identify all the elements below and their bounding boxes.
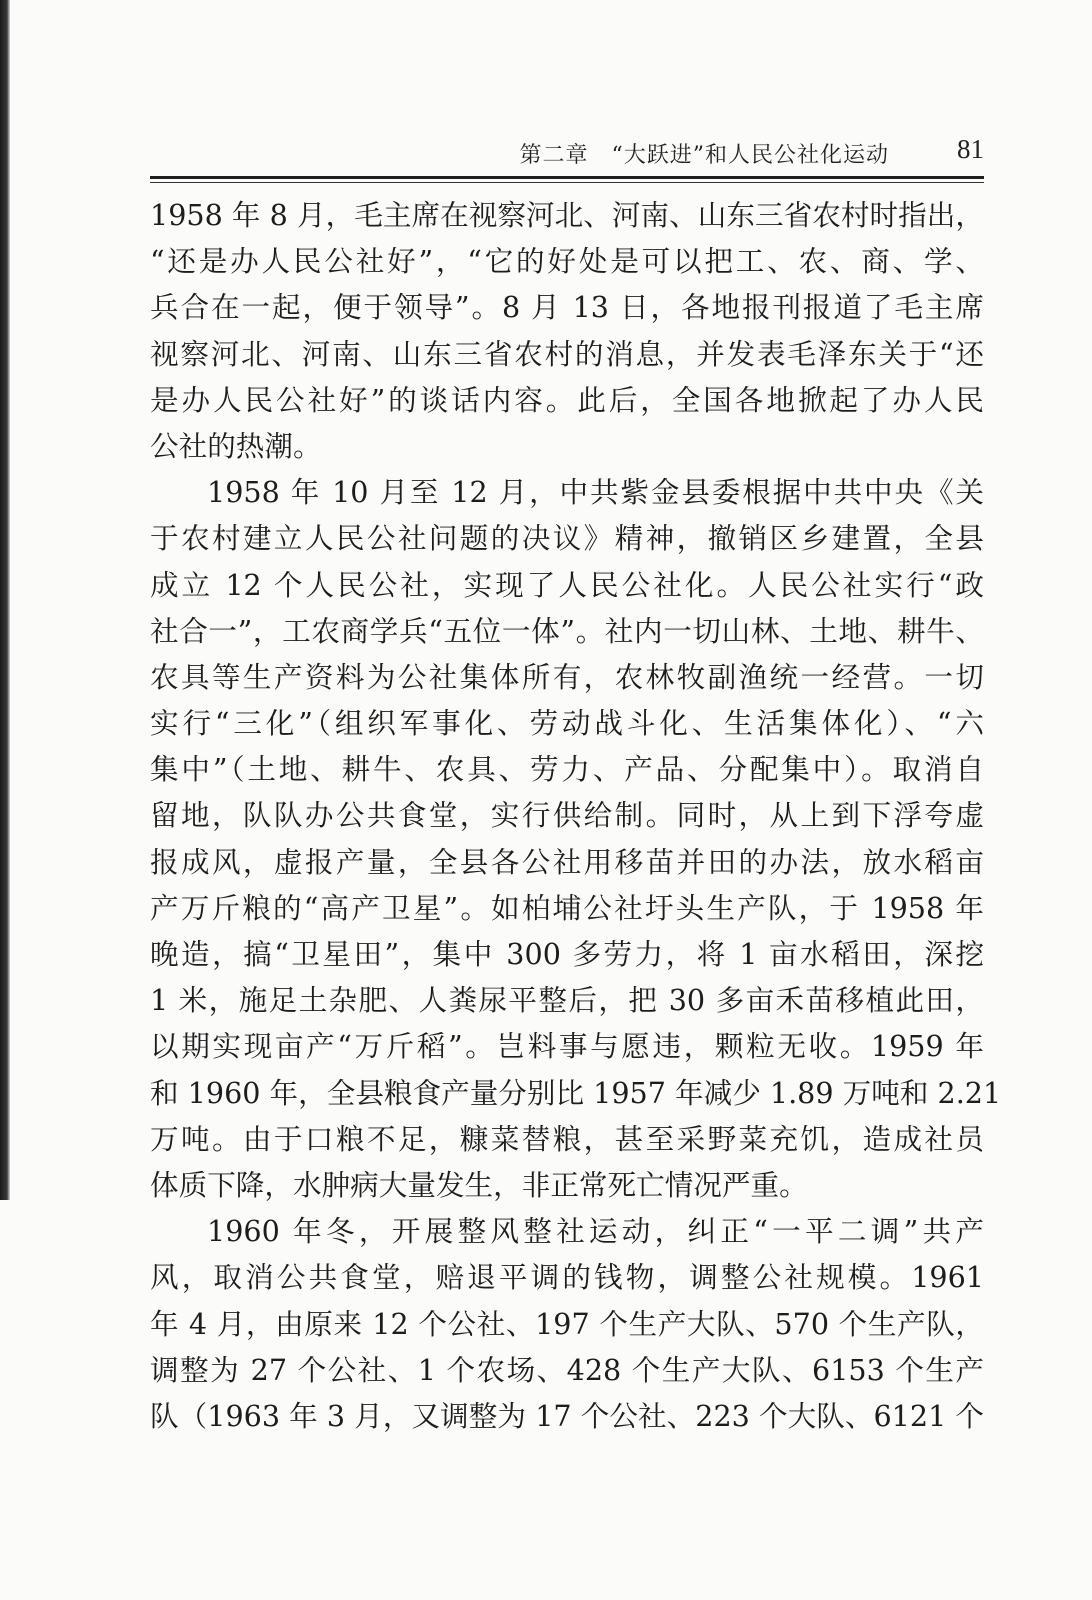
text-line: 农具等生产资料为公社集体所有，农林牧副渔统一经营。一切 [150,659,984,694]
text-line: 1958 年 8 月，毛主席在视察河北、河南、山东三省农村时指出， [150,198,984,232]
text-line: 实行“三化”（组织军事化、劳动战斗化、生活集体化）、“六 [150,706,984,741]
chapter-title: 第二章 “大跃进”和人民公社化运动 [519,143,889,168]
running-head [150,134,984,174]
text-line: 体质下降，水肿病大量发生，非正常死亡情况严重。 [150,1167,808,1202]
text-line: 是办人民公社好”的谈话内容。此后，全国各地掀起了办人民 [150,382,984,417]
header-rule-thick [150,176,984,179]
binding-shadow [0,0,10,1200]
text-line: 调整为 27 个公社、1 个农场、428 个生产大队、6153 个生产 [150,1352,984,1387]
text-line: 兵合在一起，便于领导”。8 月 13 日，各地报刊报道了毛主席 [150,290,984,325]
text-line: 以期实现亩产“万斤稻”。岂料事与愿违，颗粒无收。1959 年 [150,1029,984,1064]
text-line: 万吨。由于口粮不足，糠菜替粮，甚至采野菜充饥，造成社员 [150,1121,984,1156]
text-line: 留地，队队办公共食堂，实行供给制。同时，从上到下浮夸虚 [150,798,984,833]
text-line: 1 米，施足土杂肥、人粪尿平整后，把 30 多亩禾苗移植此田， [150,983,984,1018]
text-line: 集中”（土地、耕牛、农具、劳力、产品、分配集中）。取消自 [150,752,984,787]
text-line: “还是办人民公社好”，“它的好处是可以把工、农、商、学、 [150,244,984,279]
text-line: 产万斤粮的“高产卫星”。如柏埔公社圩头生产队，于 1958 年 [150,890,984,925]
header-rule-thin [150,182,984,183]
text-line: 晚造，搞“卫星田”，集中 300 多劳力，将 1 亩水稻田，深挖 [150,937,984,971]
text-line: 队（1963 年 3 月，又调整为 17 个公社、223 个大队、6121 个 [150,1398,984,1433]
text-line: 1960 年冬，开展整风整社运动，纠正“一平二调”共产 [207,1214,984,1249]
page-number: 81 [957,134,984,164]
text-line: 1958 年 10 月至 12 月，中共紫金县委根据中共中央《关 [207,475,984,510]
text-line: 和 1960 年，全县粮食产量分别比 1957 年减少 1.89 万吨和 2.21 [150,1075,1002,1110]
paragraph-3 [150,1208,984,1439]
paragraph-2 [150,469,1002,1208]
text-line: 于农村建立人民公社问题的决议》精神，撤销区乡建置，全县 [150,521,984,556]
text-line: 成立 12 个人民公社，实现了人民公社化。人民公社实行“政 [150,567,984,602]
body-text [150,192,1002,1439]
text-line: 公社的热潮。 [150,428,322,463]
text-line: 年 4 月，由原来 12 个公社、197 个生产大队、570 个生产队， [150,1306,984,1341]
text-line: 报成风，虚报产量，全县各公社用移苗并田的办法，放水稻亩 [150,844,984,879]
paragraph-1 [150,192,984,469]
text-line: 风，取消公共食堂，赔退平调的钱物，调整公社规模。1961 [150,1260,984,1295]
text-line: 社合一”，工农商学兵“五位一体”。社内一切山林、土地、耕牛、 [150,613,984,648]
text-line: 视察河北、河南、山东三省农村的消息，并发表毛泽东关于“还 [150,336,984,371]
